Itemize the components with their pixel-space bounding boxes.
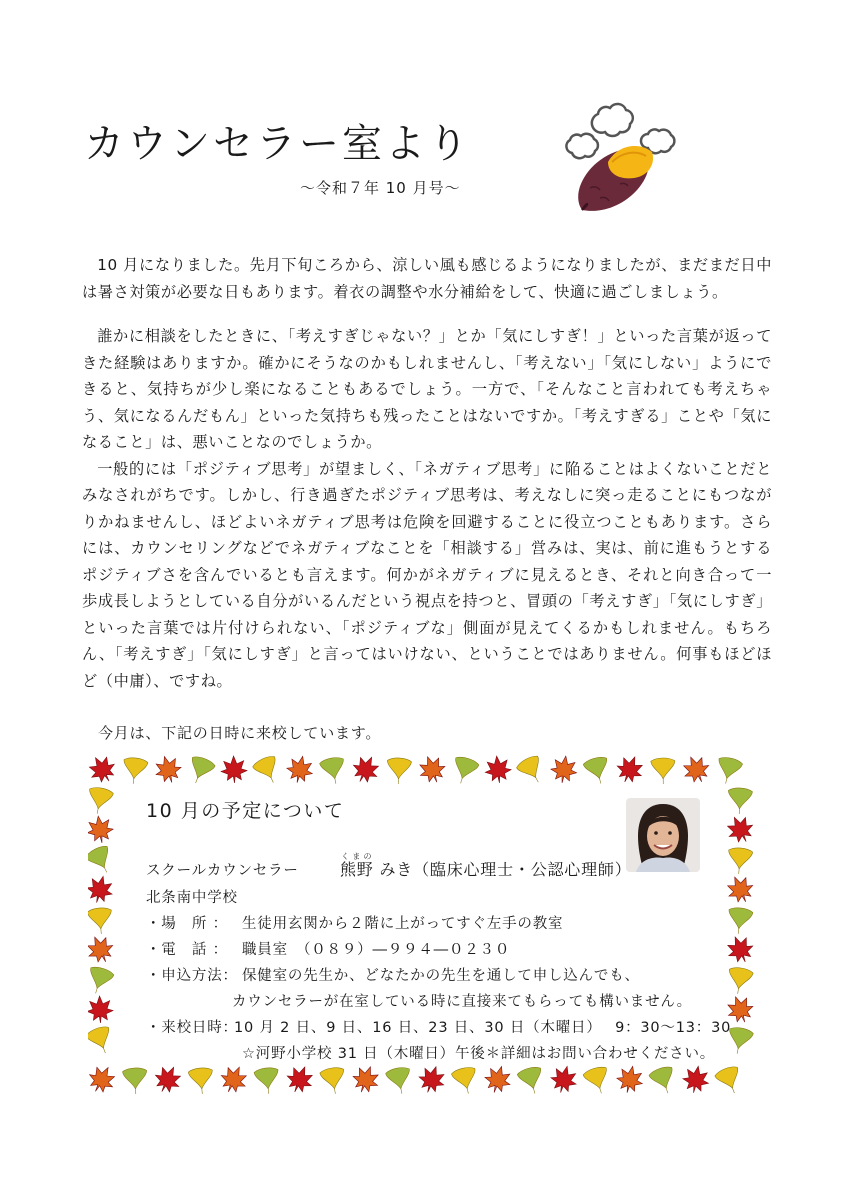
ginkgo-leaf-icon [319,1066,347,1095]
paragraph-consult: 誰かに相談をしたときに、「考えすぎじゃない？」とか「気にしすぎ！」といった言葉が返ってきた経験はありますか。確かにそうなのかもしれませんし、「考えない」「気にしない」ようにできると、気持ちが少し楽になることもあるでしょう。一方で、「そんなこと言われても考えちゃう、気になるんだもん」といった気持ちも残ったことはないですか。「考えすぎる」ことや「気になること」は、悪いことなのでしょうか。 [82,327,772,451]
maple-leaf-icon [283,1062,317,1095]
ginkgo-leaf-icon [726,907,753,936]
maple-leaf-icon [348,755,383,787]
maple-leaf-icon [679,755,714,787]
maple-leaf-icon [88,873,116,905]
place-label: ・場 所 ： [146,916,228,932]
counselor-photo [626,798,700,876]
maple-leaf-icon [88,932,118,967]
ginkgo-leaf-icon [88,844,118,878]
dates-value: 10 月 2 日、9 日、16 日、23 日、30 日（木曜日） 9：30～13：30 [234,1020,732,1036]
ginkgo-leaf-icon [319,756,348,786]
apply-row [146,964,640,985]
ginkgo-leaf-icon [121,757,148,786]
ginkgo-leaf-icon [515,755,549,788]
maple-leaf-icon [216,1062,251,1095]
maple-leaf-icon [484,755,513,784]
dates-label: ・来校日時： [146,1020,238,1036]
maple-leaf-icon [482,1063,514,1095]
counselor-furigana: くまの [340,852,374,861]
maple-leaf-icon [88,814,115,844]
ginkgo-leaf-icon [188,1067,214,1095]
paragraph-intro: 10 月になりました。先月下旬ころから、涼しい風も感じるようになりましたが、まだまだ日中は暑さ対策が必要な日もあります。着衣の調整や水分補給をして、快適に過ごしましょう。 [82,256,772,301]
ginkgo-leaf-icon [582,1065,613,1095]
place-row [146,912,563,933]
sweet-potato-illustration [560,92,690,236]
apply-value-line2: カウンセラーが在室している時に直接来てもらっても構いません。 [232,994,692,1010]
maple-leaf-icon [681,1064,711,1095]
maple-leaf-icon [221,756,248,784]
maple-leaf-icon [723,872,758,907]
maple-leaf-icon [415,1063,448,1095]
issue-subtitle: ～令和７年 10 月号～ [300,179,461,197]
ginkgo-leaf-icon [254,1067,281,1095]
extra-note: ☆河野小学校 31 日（木曜日）午後＊詳細はお問い合わせください。 [242,1046,716,1062]
maple-leaf-icon [614,1064,645,1095]
maple-leaf-icon [548,1063,580,1095]
ginkgo-leaf-icon [385,1066,414,1095]
apply-label: ・申込方法： [146,968,238,984]
place-value: 生徒用玄関から２階に上がってすぐ左手の教室 [242,916,564,932]
maple-leaf-icon [284,755,315,785]
ginkgo-leaf-icon [583,755,613,786]
maple-leaf-icon [415,755,449,787]
ginkgo-leaf-icon [727,847,753,875]
phone-row [146,938,510,959]
monthly-note: 今月は、下記の日時に来校しています。 [98,724,382,742]
school-name: 北条南中学校 [146,890,238,906]
main-article [82,252,772,694]
counselor-surname: 熊野くまの [340,852,374,879]
ginkgo-leaf-icon [122,1067,147,1094]
paragraph-positive: 一般的には「ポジティブ思考」が望ましく、「ネガティブ思考」に陥ることはよくないことだとみなされがちです。しかし、行き過ぎたポジティブ思考は、考えなしに突っ走ることにもつながりかねませんし、ほどよいネガティブ思考は危険を回避することに役立つこともあります。さらには、カウンセリングなどでネガティブなことを「相談する」営みは、実は、前に進もうとするポジティブさを含んでいるとも言えます。何かがネガティブに見えるとき、それと向き合って一歩成長しようとしている自分がいるんだという視点を持つと、冒頭の「考えすぎ」「気にしすぎ」といった言葉では片付けられない、「ポジティブな」側面が見えてくるかもしれません。もちろん、「考えすぎ」「気にしすぎ」と言ってはいけない、ということではありません。何事もほどほど（中庸）、ですね。 [82,459,772,690]
maple-leaf-icon [723,812,758,848]
apply-value: 保健室の先生か、どなたかの先生を通して申し込んでも、 [242,968,640,984]
dates-row [146,1016,731,1037]
schedule-title: 10 月の予定について [146,800,345,822]
maple-leaf-icon [88,1061,120,1095]
ginkgo-leaf-icon [651,758,675,784]
ginkgo-leaf-icon [648,1065,679,1095]
counselor-role: スクールカウンセラー [146,863,299,879]
ginkgo-leaf-icon [251,755,284,788]
counselor-row [146,852,632,880]
phone-label: ・電 話 ： [146,942,228,958]
ginkgo-leaf-icon [184,755,216,787]
ginkgo-leaf-icon [88,965,115,997]
ginkgo-leaf-icon [451,1066,480,1095]
phone-value: 職員室 （０８９）―９９４―０２３０ [242,942,511,958]
ginkgo-leaf-icon [386,757,411,784]
ginkgo-leaf-icon [88,1024,117,1057]
page-title: カウンセラー室より [84,121,471,167]
maple-leaf-icon [349,1062,383,1095]
maple-leaf-icon [88,755,120,788]
ginkgo-leaf-icon [726,966,754,995]
maple-leaf-icon [613,755,647,787]
ginkgo-leaf-icon [88,786,114,816]
maple-leaf-icon [549,755,579,785]
ginkgo-leaf-icon [88,907,113,935]
ginkgo-leaf-icon [714,756,743,787]
maple-leaf-icon [723,932,757,967]
ginkgo-leaf-icon [727,787,752,814]
ginkgo-leaf-icon [449,755,480,787]
maple-leaf-icon [150,1062,185,1095]
maple-leaf-icon [88,996,113,1024]
ginkgo-leaf-icon [714,1064,746,1095]
maple-leaf-icon [152,755,184,786]
counselor-given-name: みき（臨床心理士・公認心理師） [379,860,632,879]
ginkgo-leaf-icon [517,1065,547,1095]
